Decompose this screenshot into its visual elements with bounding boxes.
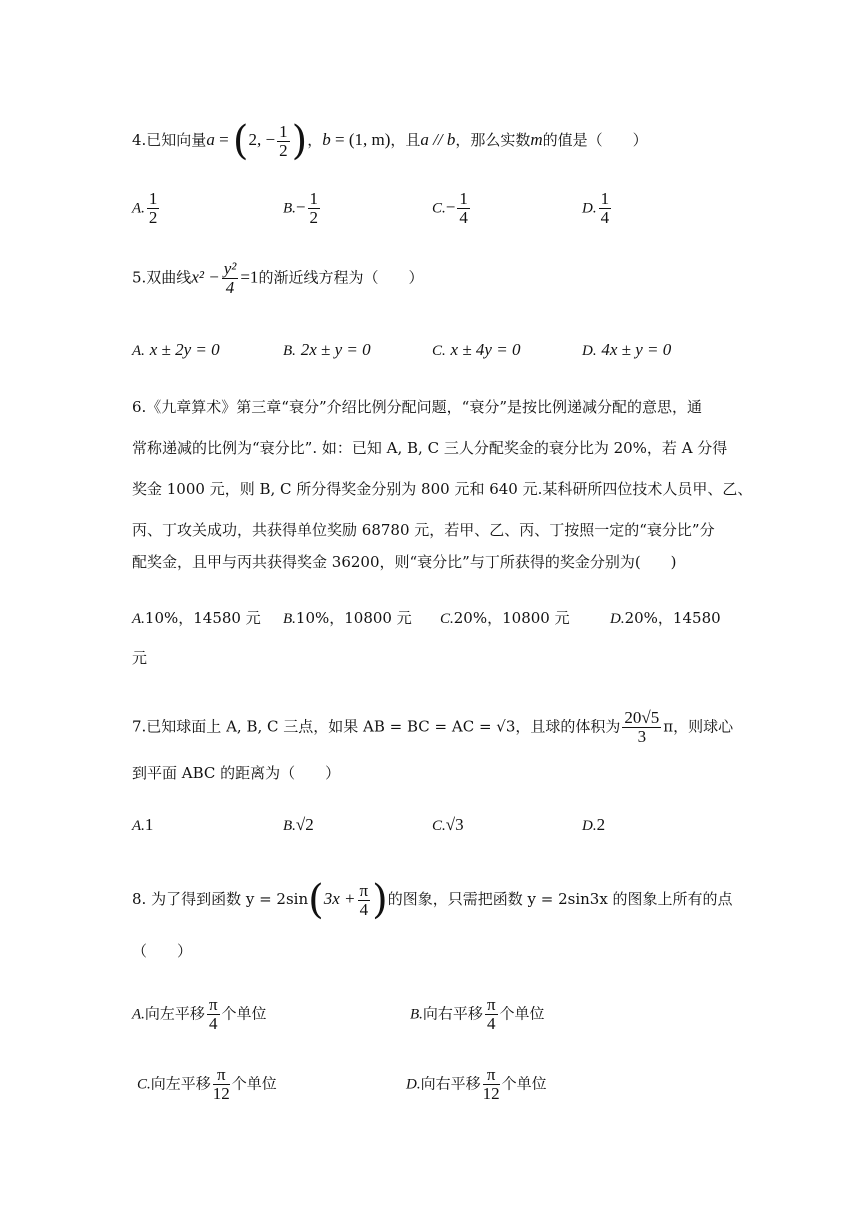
q6-line-4: 丙、丁攻关成功，共获得单位奖励 68780 元，若甲、乙、丙、丁按照一定的“衰分比”分	[132, 521, 715, 539]
q6-option-c[interactable]: C.20%，10800 元	[440, 609, 570, 627]
q7-line-2: 到平面 ABC 的距离为（ ）	[132, 764, 341, 782]
vector-a-value: 2, −	[248, 130, 276, 149]
half-fraction: $\frac{1}{2}$	[279, 121, 288, 160]
q6-line-5: 配奖金，且甲与丙共获得奖金 36200，则“衰分比”与丁所获得的奖金分别为( )	[132, 553, 677, 571]
q4-option-d[interactable]: D. $\frac{1}{4}$	[582, 189, 610, 227]
q4-option-b[interactable]: B.− $\frac{1}{2}$	[283, 189, 319, 227]
parallel-condition: a // b	[420, 130, 456, 149]
q4-prefix: 4.已知向量	[132, 131, 207, 149]
q6-option-a[interactable]: A.10%，14580 元	[132, 609, 261, 627]
q4-option-a[interactable]: A. $\frac{1}{2}$	[132, 189, 158, 227]
q8-option-a[interactable]: A.向左平移 $\frac{\pi}{4}$ 个单位	[132, 995, 267, 1033]
question-7: 7.已知球面上 A, B, C 三点，如果 AB = BC = AC = √3，且球的体积为 $\frac{20√5}{3}$ π，则球心	[132, 708, 734, 746]
x-squared: x² −	[191, 267, 220, 287]
q5-option-d[interactable]: D. 4x ± y = 0	[582, 340, 672, 359]
q7-option-a[interactable]: A.1	[132, 815, 154, 834]
q6-line-2: 常称递减的比例为“衰分比”. 如：已知 A, B, C 三人分配奖金的衰分比为 20%，若 A 分得	[132, 439, 728, 457]
q5-option-a[interactable]: A. x ± 2y = 0	[132, 340, 220, 359]
q6-option-d[interactable]: D.20%，14580	[610, 609, 721, 627]
q7-option-b[interactable]: B.√2	[283, 815, 314, 834]
q6-option-d-wrap: 元	[132, 649, 148, 667]
vector-a: a	[206, 130, 215, 149]
q8-option-b[interactable]: B.向右平移 $\frac{\pi}{4}$ 个单位	[410, 995, 545, 1033]
q7-option-d[interactable]: D.2	[582, 815, 606, 834]
question-8: 8. 为了得到函数 y = 2sin(3x + $\frac{\pi}{4}$ )的图象，只需把函数 y = 2sin3x 的图象上所有的点	[132, 877, 733, 923]
q8-line-2: （ ）	[132, 942, 193, 960]
q6-option-b[interactable]: B.10%，10800 元	[283, 609, 412, 627]
q5-option-c[interactable]: C. x ± 4y = 0	[432, 340, 521, 359]
q4-option-c[interactable]: C.− $\frac{1}{4}$	[432, 189, 468, 227]
q8-option-d[interactable]: D.向右平移 $\frac{\pi}{12}$ 个单位	[406, 1065, 547, 1103]
vector-b: b	[322, 130, 331, 149]
q5-option-b[interactable]: B. 2x ± y = 0	[283, 340, 371, 359]
q8-option-c[interactable]: C.向左平移 $\frac{\pi}{12}$ 个单位	[137, 1065, 277, 1103]
question-4: 4.已知向量a = (2, − $\frac{1}{2}$ )，b = (1, m)，且a // b，那么实数m的值是（ ）	[132, 118, 648, 164]
vector-b-value: = (1, m)	[330, 130, 391, 149]
q7-option-c[interactable]: C.√3	[432, 815, 464, 834]
q6-line-1: 6.《九章算术》第三章“衰分”介绍比例分配问题，“衰分”是按比例递减分配的意思，通	[132, 398, 702, 416]
q6-line-3: 奖金 1000 元，则 B, C 所分得奖金分别为 800 元和 640 元.某科研所四位技术人员甲、乙、	[132, 480, 753, 498]
question-5: 5.双曲线x² − $\frac{\text{y²}}{4}$ =1的渐近线方程为（ ）	[132, 259, 424, 297]
